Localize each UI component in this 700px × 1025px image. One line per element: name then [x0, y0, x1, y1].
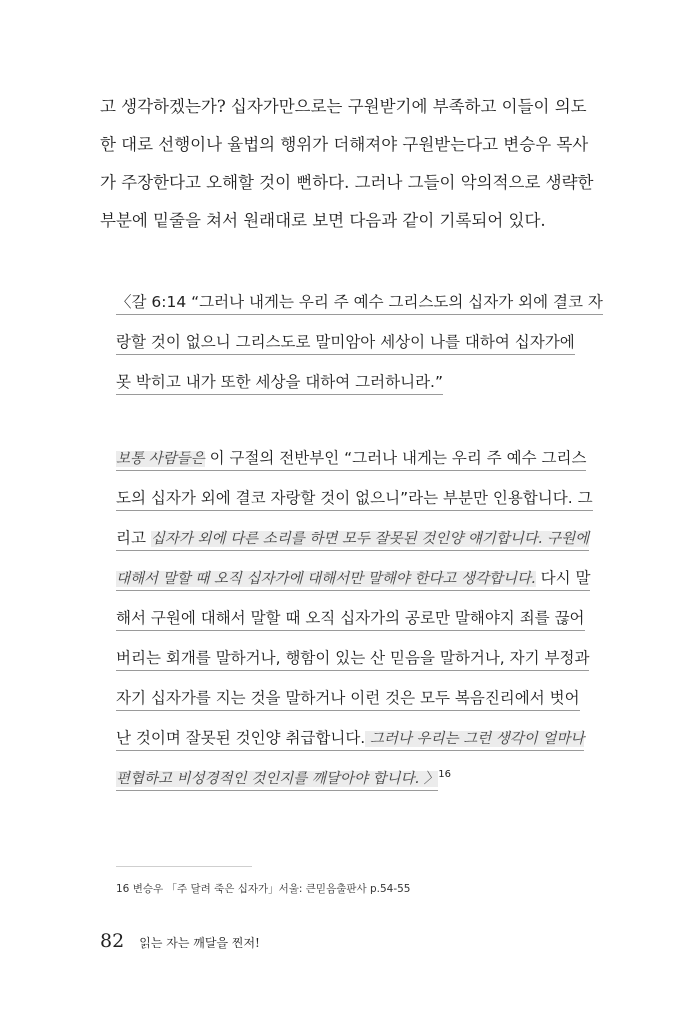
scripture-quote [116, 282, 603, 402]
highlighted-italic-text: 보통 사람들은 [116, 451, 205, 467]
quote-line-text: 못 박히고 내가 또한 세상을 대하여 그러하니라.” [116, 373, 443, 395]
page-footer [100, 930, 260, 952]
passage-line [116, 638, 590, 678]
quote-line [116, 282, 603, 322]
passage-line [116, 678, 586, 718]
passage-text: 버리는 회개를 말하거나, 행함이 있는 산 믿음을 말하거나, 자기 부정과 [116, 649, 589, 671]
passage-line [116, 478, 593, 518]
footnote-divider [116, 866, 252, 867]
passage-line [116, 718, 586, 758]
body-line: 고 생각하겠는가? 십자가만으로는 구원받기에 부족하고 이들이 의도 [100, 97, 587, 116]
quote-line-text: 〈갈 6:14 “그러나 내게는 우리 주 예수 그리스도의 십자가 외에 결코 자 [116, 293, 603, 315]
highlighted-italic-text: 그러나 우리는 그런 생각이 얼마나 [365, 731, 585, 747]
quote-line [116, 322, 586, 362]
passage-line [116, 598, 586, 638]
passage-line [116, 758, 586, 798]
page-number: 82 [100, 930, 125, 952]
cited-passage [116, 438, 593, 798]
quote-line [116, 362, 586, 402]
body-line: 한 대로 선행이나 율법의 행위가 더해져야 구원받는다고 변승우 목사 [100, 135, 589, 154]
body-paragraph [100, 88, 600, 240]
passage-text: 난 것이며 잘못된 것인양 취급합니다. [116, 729, 366, 747]
passage-text: 자기 십자가를 지는 것을 말하거나 이런 것은 모두 복음진리에서 벗어 [116, 689, 580, 711]
passage-text: 리고 [116, 529, 151, 547]
body-line: 가 주장한다고 오해할 것이 뻔하다. 그러나 그들이 악의적으로 생략한 [100, 173, 594, 192]
passage-text: 이 구절의 전반부인 “그러나 내게는 우리 주 예수 그리스 [204, 449, 587, 467]
passage-text: 도의 십자가 외에 결코 자랑할 것이 없으니”라는 부분만 인용합니다. 그 [116, 489, 593, 511]
highlighted-italic-text: 대해서 말할 때 오직 십자가에 대해서만 말해야 한다고 생각합니다. [116, 571, 536, 587]
quote-line-text: 랑할 것이 없으니 그리스도로 말미암아 세상이 나를 대하여 십자가에 [116, 333, 575, 355]
running-title: 읽는 자는 깨달을 찐저! [139, 936, 260, 950]
highlighted-italic-text: 십자가 외에 다른 소리를 하면 모두 잘못된 것인양 얘기합니다. 구원에 [150, 531, 590, 547]
passage-line [116, 438, 586, 478]
passage-text: 다시 말 [535, 569, 591, 587]
passage-line [116, 558, 591, 598]
body-line: 부분에 밑줄을 쳐서 원래대로 보면 다음과 같이 기록되어 있다. [100, 211, 546, 230]
footnote: 16 변승우 「주 달려 죽은 십자가」서울: 큰믿음출판사 p.54-55 [116, 883, 411, 895]
passage-line [116, 518, 590, 558]
highlighted-italic-text: 편협하고 비성경적인 것인지를 깨달아야 합니다. 〉 [116, 771, 439, 787]
footnote-reference: 16 [438, 768, 452, 780]
passage-text: 해서 구원에 대해서 말할 때 오직 십자가의 공로만 말해야지 죄를 끊어 [116, 609, 585, 631]
